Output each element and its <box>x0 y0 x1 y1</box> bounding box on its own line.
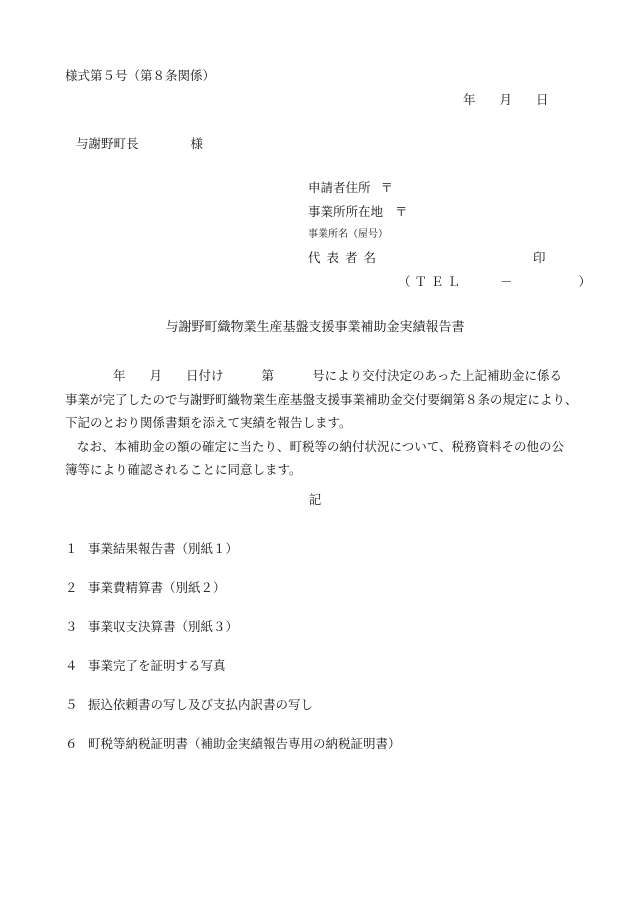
date-line <box>463 94 549 107</box>
body-line-2: 事業が完了したので与謝野町織物業生産基盤支援事業補助金交付要綱第８条の規定により、 <box>65 391 578 407</box>
list-item: ４ 事業完了を証明する写真 <box>65 658 226 673</box>
business-name-label: 事業所名（屋号） <box>308 229 388 240</box>
list-item: ５ 振込依頼書の写し及び支払内訳書の写し <box>65 697 314 712</box>
date-year: 年 <box>463 92 476 107</box>
office-location-postal: 〒 <box>395 204 408 219</box>
office-location-label: 事業所所在地 <box>308 204 384 219</box>
addressee-name: 与謝野町長 <box>76 136 139 151</box>
date-month: 月 <box>499 92 513 107</box>
tel-dash: － <box>500 274 513 289</box>
representative-label: 代表者名 <box>308 250 383 265</box>
applicant-address-label: 申請者住所 <box>308 180 371 195</box>
body-line-4: なお、本補助金の額の確定に当たり、町税等の納付状況について、税務資料その他の公 <box>77 438 565 454</box>
date-day: 日 <box>536 92 549 107</box>
addressee <box>76 138 203 151</box>
document-title: 与謝野町織物業生産基盤支援事業補助金実績報告書 <box>165 320 465 335</box>
office-location-row <box>308 206 408 219</box>
addressee-honorific: 様 <box>190 136 204 151</box>
tel-open: （ＴＥＬ <box>398 274 465 289</box>
tel-line <box>398 276 591 289</box>
ki-heading: 記 <box>308 492 322 507</box>
applicant-address-row <box>308 182 393 195</box>
applicant-address-postal: 〒 <box>380 180 394 195</box>
body-line-3: 下記のとおり関係書類を添えて実績を報告します。 <box>65 415 352 430</box>
body-line-5: 簿等により確認されることに同意します。 <box>65 462 302 477</box>
body-text <box>65 364 585 482</box>
body-line-1: 年 月 日付け 第 号により交付決定のあった上記補助金に係る <box>113 368 562 383</box>
attachment-list <box>65 543 401 777</box>
list-item: ６ 町税等納税証明書（補助金実績報告専用の納税証明書） <box>65 736 401 751</box>
seal-mark: 印 <box>533 250 546 265</box>
list-item: １ 事業結果報告書（別紙１） <box>65 541 239 556</box>
form-number: 様式第５号（第８条関係） <box>65 68 216 83</box>
list-item: ３ 事業収支決算書（別紙３） <box>65 619 239 634</box>
tel-close: ） <box>578 274 592 289</box>
list-item: ２ 事業費精算書（別紙２） <box>65 580 226 595</box>
